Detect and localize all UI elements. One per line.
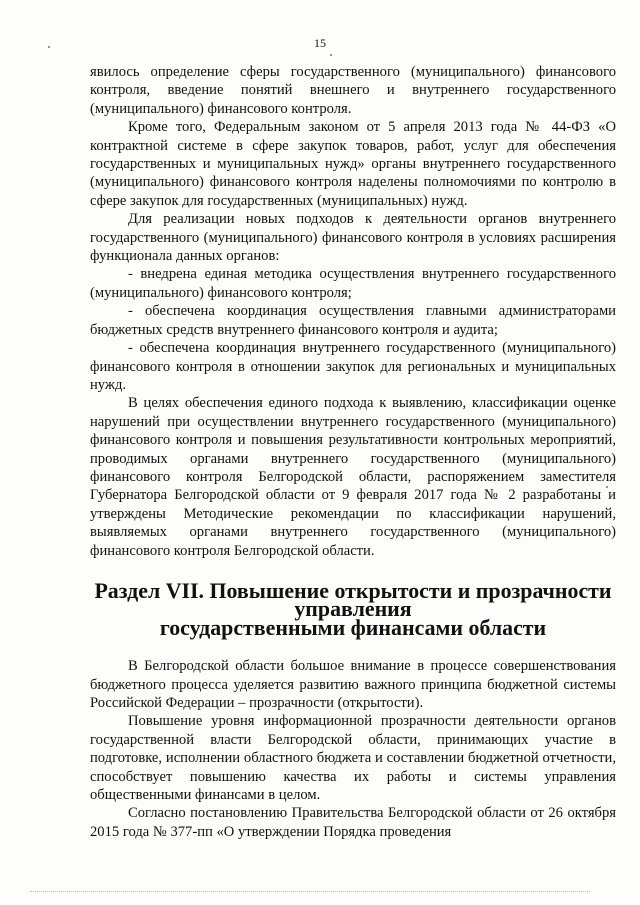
scan-speck [48, 46, 50, 48]
document-body [90, 63, 616, 841]
paragraph: В целях обеспечения единого подхода к выявлению, классификации оценке нарушений при осуществлении внутреннего государственного (муниципального) финансового контроля и повышения результативности контрольных мероприятий, проводимых органами внутреннего государственного (муниципального) финансового контроля Белгородской области, распоряжением заместителя Губернатора Белгородской области от 9 февраля 2017 года № 2 разработаны и утверждены Методические рекомендации по классификации нарушений, выявляемых органами внутреннего государственного (муниципального) финансового контроля Белгородской области. [90, 395, 616, 559]
paragraph: Для реализации новых подходов к деятельности органов внутреннего государственного (муниципального) финансового контроля в условиях расширения функционала данных органов: [90, 211, 616, 265]
page-number: 15 [314, 36, 326, 50]
paragraph: явилось определение сферы государственного (муниципального) финансового контроля, введение понятий внешнего и внутреннего государственного (муниципального) финансового контроля. [90, 64, 616, 117]
section-heading-line: Раздел VII. Повышение открытости и прозрачности управления [94, 577, 612, 622]
section-heading-line: государственными финансами области [159, 614, 547, 640]
paragraph: Повышение уровня информационной прозрачности деятельности органов государственной власти Белгородской области, принимающих участие в подготовке, исполнении областного бюджета и составлении бюджетной отчетности, способствует повышению качества их работы и системы управления общественными финансами в целом. [90, 713, 616, 804]
scan-speck [330, 54, 332, 56]
paragraph: Кроме того, Федеральным законом от 5 апреля 2013 года № 44-ФЗ «О контрактной системе в сфере закупок товаров, работ, услуг для обеспечения государственных и муниципальных нужд» органы внутреннего государственного (муниципального) финансового контроля наделены полномочиями по контролю в сфере закупок для государственных (муниципальных) нужд. [90, 119, 616, 209]
paragraph: Согласно постановлению Правительства Белгородской области от 26 октября 2015 года № 377-пп «О утверждении Порядка проведения [90, 805, 616, 840]
list-item: - внедрена единая методика осуществления внутреннего государственного (муниципального) финансового контроля; [90, 266, 616, 301]
section-heading [90, 577, 616, 640]
list-item: - обеспечена координация осуществления главными администраторами бюджетных средств внутреннего финансового контроля и аудита; [90, 303, 616, 338]
paragraph: В Белгородской области большое внимание в процессе совершенствования бюджетного процесса уделяется развитию важного принципа бюджетной системы Российской Федерации – прозрачности (открытости). [90, 658, 616, 711]
list-item: - обеспечена координация внутреннего государственного (муниципального) финансового контроля в отношении закупок для региональных и муниципальных нужд. [90, 340, 616, 393]
scan-bottom-edge [30, 891, 590, 893]
